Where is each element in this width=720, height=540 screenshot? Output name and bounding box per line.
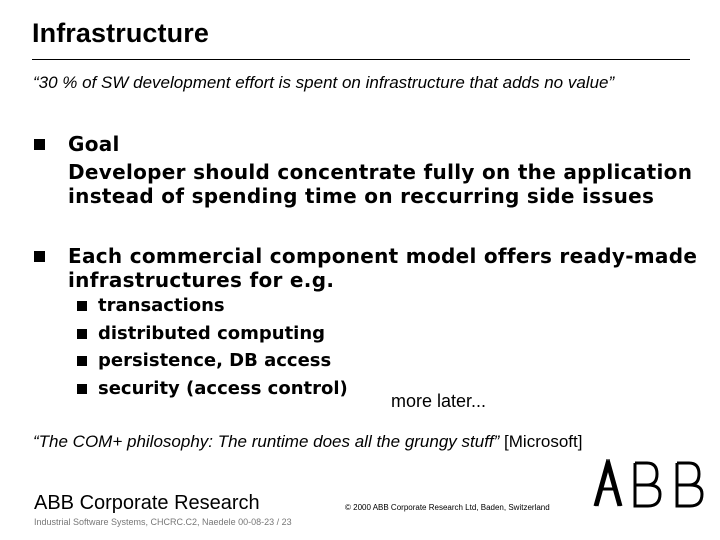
list-item: persistence, DB access <box>98 350 332 371</box>
list-item: transactions <box>98 295 225 316</box>
slide-title: Infrastructure <box>32 18 209 48</box>
bullet-square-icon <box>34 139 45 150</box>
component-model-line-1: Each commercial component model offers ready-made <box>68 244 698 268</box>
com-plus-quote-text: “The COM+ philosophy: The runtime does all the grungy stuff” <box>33 432 500 451</box>
component-model-line-2: infrastructures for e.g. <box>68 268 335 292</box>
sub-bullet-square-icon <box>77 329 87 339</box>
more-later-note: more later... <box>391 391 487 411</box>
goal-text-line-1: Developer should concentrate fully on the application <box>68 160 693 184</box>
list-item: distributed computing <box>98 323 326 344</box>
intro-quote: “30 % of SW development effort is spent on infrastructure that adds no value” <box>33 73 615 92</box>
title-divider <box>32 59 690 60</box>
footer-copyright: © 2000 ABB Corporate Research Ltd, Baden, Switzerland <box>345 503 550 512</box>
sub-bullet-square-icon <box>77 356 87 366</box>
sub-bullet-square-icon <box>77 384 87 394</box>
goal-label: Goal <box>68 132 120 156</box>
com-plus-quote <box>33 432 582 452</box>
abb-logo <box>592 459 708 509</box>
bullet-square-icon <box>34 251 45 262</box>
quote-source: [Microsoft] <box>504 432 583 451</box>
footer-brand: ABB Corporate Research <box>34 492 260 514</box>
footer-info-line: Industrial Software Systems, CHCRC.C2, Naedele 00-08-23 / 23 <box>34 517 292 527</box>
sub-bullet-square-icon <box>77 301 87 311</box>
list-item: security (access control) <box>98 378 348 399</box>
goal-text-line-2: instead of spending time on reccurring side issues <box>68 184 655 208</box>
